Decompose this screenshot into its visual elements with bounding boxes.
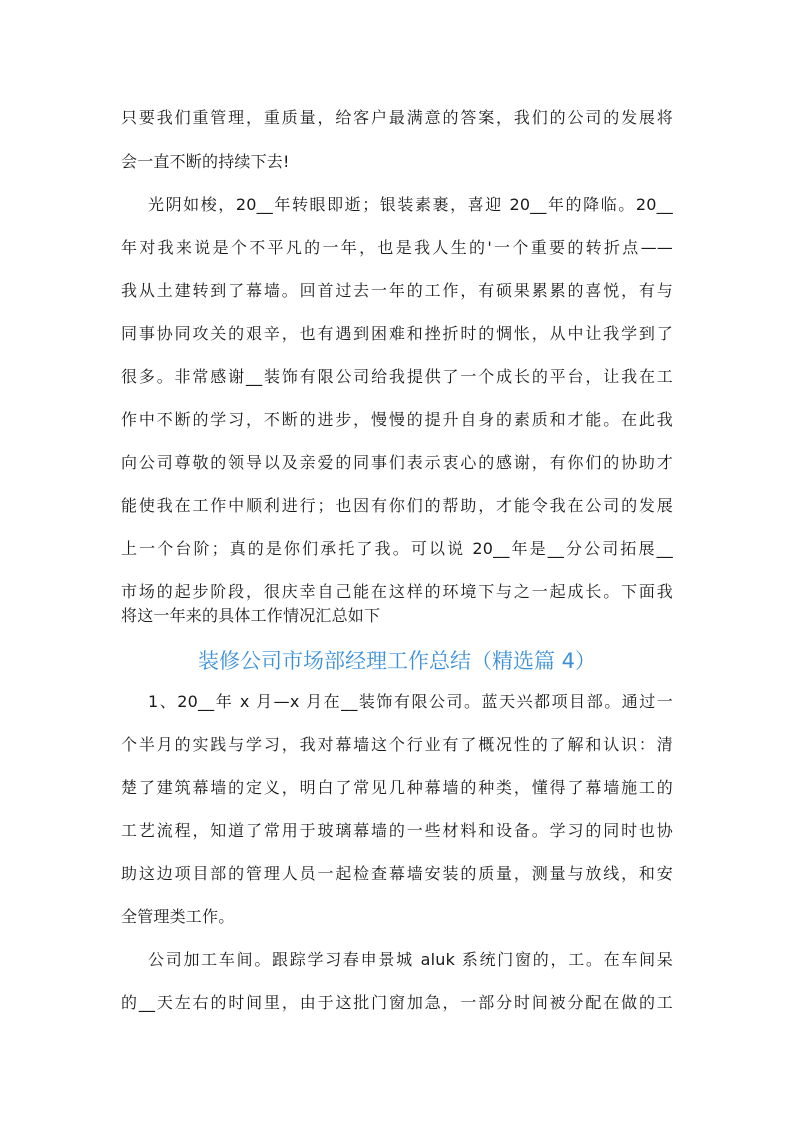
paragraph-2-line-8: 能使我在工作中顺利进行；也因有你们的帮助，才能令我在公司的发展 [121,496,673,515]
paragraph-2-line-4: 同事协同攻关的艰辛，也有遇到困难和挫折时的惆怅，从中让我学到了 [121,324,673,343]
paragraph-4-line-1: 公司加工车间。跟踪学习春申景城 aluk 系统门窗的，工。在车间呆 [148,950,673,969]
paragraph-3-line-1: 1、20__年 x 月—x 月在__装饰有限公司。蓝天兴都项目部。通过一 [148,692,673,711]
paragraph-3-line-6: 全管理类工作。 [121,907,235,926]
paragraph-1-line-1: 只要我们重管理，重质量，给客户最满意的答案，我们的公司的发展将 [121,108,673,127]
paragraph-3-line-3: 楚了建筑幕墙的定义，明白了常见几种幕墙的种类，懂得了幕墙施工的 [121,778,673,797]
paragraph-2-line-9: 上一个台阶；真的是你们承托了我。可以说 20__年是__分公司拓展__ [121,539,673,558]
paragraph-1-line-2: 会一直不断的持续下去! [121,152,290,171]
section-heading: 装修公司市场部经理工作总结（精选篇 4） [197,649,597,673]
paragraph-3-line-5: 助这边项目部的管理人员一起检查幕墙安装的质量，测量与放线，和安 [121,864,673,883]
paragraph-2-line-3: 我从土建转到了幕墙。回首过去一年的工作，有硕果累累的喜悦，有与 [121,281,673,300]
paragraph-4-line-2: 的__天左右的时间里，由于这批门窗加急，一部分时间被分配在做的工 [121,993,673,1012]
paragraph-3-line-4: 工艺流程，知道了常用于玻璃幕墙的一些材料和设备。学习的同时也协 [121,821,673,840]
paragraph-2-line-2: 年对我来说是个不平凡的一年，也是我人生的'一个重要的转折点—— [121,238,673,257]
paragraph-2-line-1: 光阴如梭，20__年转眼即逝；银装素裹，喜迎 20__年的降临。20__ [148,195,673,214]
paragraph-2-line-11: 将这一年来的具体工作情况汇总如下 [121,606,381,625]
paragraph-2-line-5: 很多。非常感谢__装饰有限公司给我提供了一个成长的平台，让我在工 [121,367,673,386]
paragraph-3-line-2: 个半月的实践与学习，我对幕墙这个行业有了概况性的了解和认识：清 [121,735,673,754]
paragraph-2-line-7: 向公司尊敬的领导以及亲爱的同事们表示衷心的感谢，有你们的协助才 [121,453,673,472]
paragraph-2-line-6: 作中不断的学习，不断的进步，慢慢的提升自身的素质和才能。在此我 [121,410,673,429]
paragraph-2-line-10: 市场的起步阶段，很庆幸自己能在这样的环境下与之一起成长。下面我 [121,582,673,601]
